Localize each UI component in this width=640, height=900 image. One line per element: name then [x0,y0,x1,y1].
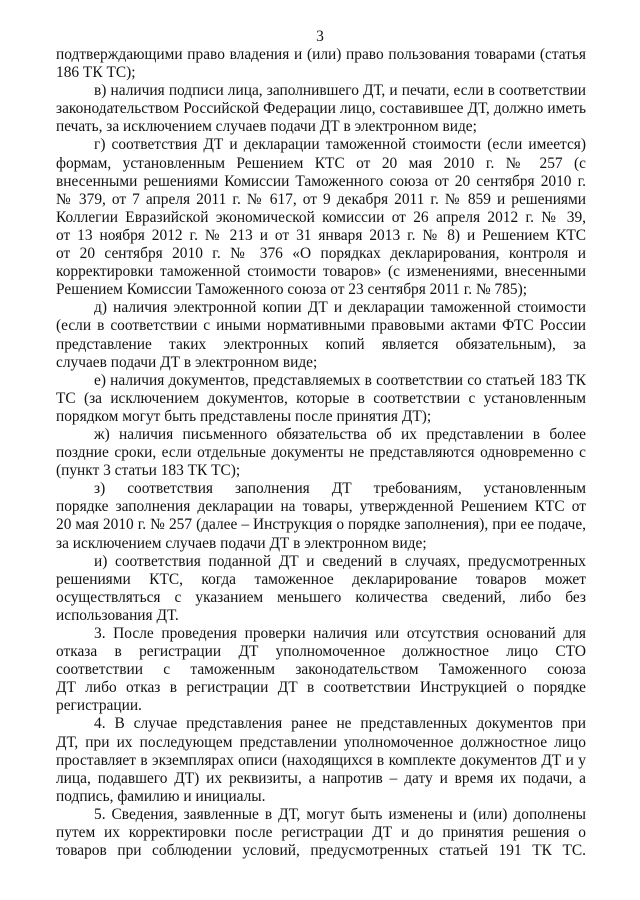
text-line: решениями КТС, когда таможенное декларирование товаров может [56,570,586,588]
text-line: отказа в регистрации ДТ уполномоченное должностное лицо СТО [56,643,586,661]
text-line: за исключением случаев подачи ДТ в электронном виде; [56,534,427,552]
text-line: представление таких электронных копий является обязательным), за [56,335,586,353]
paragraph [56,553,586,625]
text-line: ДТ либо отказ в регистрации ДТ в соответствии Инструкцией о порядке [56,679,586,697]
text-line: ДТ, при их последующем представлении уполномоченное должностное лицо [56,733,586,751]
document-body [56,46,586,860]
text-line: законодательством Российской Федерации лицо, составившее ДТ, должно иметь [56,100,586,118]
text-line: проставляет в экземплярах описи (находящихся в комплекте документов ДТ и у [56,751,586,769]
text-line: соответствии с таможенным законодательством Таможенного союза [56,661,586,679]
text-line: Коллегии Евразийской экономической комиссии от 26 апреля 2012 г. № 39, [56,208,586,226]
text-line: от 20 сентября 2010 г. № 376 «О порядках декларирования, контроля и [56,245,586,263]
text-line: формам, установленным Решением КТС от 20 мая 2010 г. № 257 (с [56,154,586,172]
text-line: 186 ТК ТС); [56,64,136,82]
text-line: ж) наличия письменного обязательства об их представлении в более [94,425,586,443]
text-line: печать, за исключением случаев подачи ДТ в электронном виде; [56,118,477,136]
paragraph [56,82,586,136]
paragraph [56,372,586,426]
text-line: корректировки таможенной стоимости товаров» (с изменениями, внесенными [56,263,586,281]
text-line: г) соответствия ДТ и декларации таможенной стоимости (если имеется) [94,136,586,154]
text-line: случаев подачи ДТ в электронном виде; [56,353,318,371]
text-line: в) наличия подписи лица, заполнившего ДТ, и печати, если в соответствии [94,82,586,100]
text-line: поздние сроки, если отдельные документы не представляются одновременно с [56,444,586,462]
paragraph [56,136,586,299]
text-line: 5. Сведения, заявленные в ДТ, могут быть изменены и (или) дополнены [94,805,586,823]
paragraph [56,426,586,480]
text-line: подпись, фамилию и инициалы. [56,787,266,805]
paragraph [56,715,586,805]
text-line: регистрации. [56,697,142,715]
text-line: № 379, от 7 апреля 2011 г. № 617, от 9 декабря 2011 г. № 859 и решениями [56,190,586,208]
text-line: 4. В случае представления ранее не представленных документов при [94,715,586,733]
text-line: путем их корректировки после регистрации ДТ и до принятия решения о [56,824,586,842]
text-line: (пункт 3 статьи 183 ТК ТС); [56,462,241,480]
text-line: Решением Комиссии Таможенного союза от 23 сентября 2011 г. № 785); [56,281,527,299]
text-line: (если в соответствии с иными нормативными правовыми актами ФТС России [56,317,586,335]
paragraph [56,46,586,82]
text-line: з) соответствия заполнения ДТ требованиям, установленным [94,480,586,498]
text-line: 20 мая 2010 г. № 257 (далее – Инструкция о порядке заполнения), при ее подаче, [56,516,586,534]
text-line: порядке заполнения декларации на товары, утвержденной Решением КТС от [56,498,586,516]
paragraph [56,299,586,371]
text-line: осуществляться с указанием меньшего количества сведений, либо без [56,588,586,606]
text-line: порядком могут быть представлены после принятия ДТ); [56,407,432,425]
text-line: ТС (за исключением документов, которые в соответствии с установленным [56,389,586,407]
text-line: товаров при соблюдении условий, предусмотренных статьей 191 ТК ТС. [56,842,586,860]
text-line: и) соответствия поданной ДТ и сведений в случаях, предусмотренных [94,552,586,570]
text-line: лица, подавшего ДТ) их реквизиты, а напротив – дату и время их подачи, а [56,769,586,787]
text-line: использования ДТ. [56,606,179,624]
text-line: 3. После проведения проверки наличия или отсутствия оснований для [94,625,586,642]
text-line: от 13 ноября 2012 г. № 213 и от 31 января 2013 г. № 8) и Решением КТС [56,226,586,244]
text-line: подтверждающими право владения и (или) право пользования товарами (статья [56,46,586,63]
text-line: е) наличия документов, представляемых в соответствии со статьей 183 ТК [94,371,586,389]
text-line: внесенными решениями Комиссии Таможенного союза от 20 сентября 2010 г. [56,172,586,190]
paragraph [56,480,586,552]
paragraph [56,625,586,715]
paragraph [56,806,586,860]
page-number: 3 [316,28,324,45]
text-line: д) наличия электронной копии ДТ и декларации таможенной стоимости [94,299,586,317]
